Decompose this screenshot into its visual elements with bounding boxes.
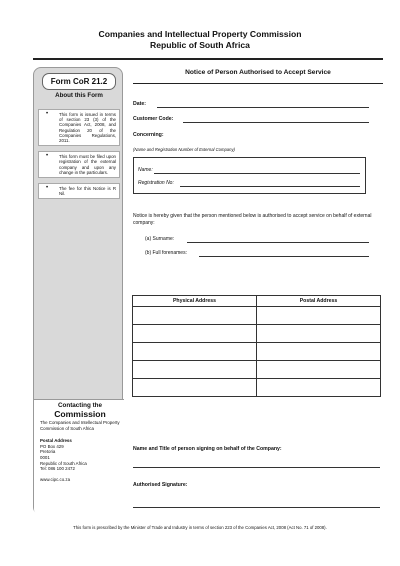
date-field[interactable] — [157, 107, 369, 108]
forenames-field[interactable] — [199, 256, 369, 257]
form-note: • The fee for this Notice is R Nil. — [38, 183, 120, 199]
company-name-field[interactable] — [154, 173, 360, 174]
header-commission-name: Companies and Intellectual Property Commission — [98, 29, 302, 39]
forenames-label: (b) Full forenames: — [145, 250, 187, 256]
concerning-label: Concerning: — [133, 132, 164, 138]
contact-heading-line1: Contacting the — [57, 402, 103, 409]
title-divider — [133, 83, 383, 84]
form-code-badge: Form CoR 21.2 — [42, 73, 116, 90]
customer-code-label: Customer Code: — [133, 116, 174, 122]
form-note: • This form is issued in terms of section 23 (3) of the Companies Act, 2008, and Regulation 20 of the Companies Regulations, 2011. — [38, 109, 120, 146]
postal-address-line: 0001 — [40, 454, 50, 460]
date-label: Date: — [133, 101, 146, 107]
postal-address-cell[interactable] — [257, 361, 381, 379]
postal-address-line: Tel: 086 100 2472 — [40, 466, 75, 472]
notice-paragraph: Notice is hereby given that the person mentioned below is authorised to accept service on behalf of external company: — [133, 213, 372, 226]
surname-field[interactable] — [187, 242, 369, 243]
physical-address-cell[interactable] — [133, 343, 257, 361]
postal-address-header: Postal Address — [257, 296, 381, 307]
table-row — [133, 325, 381, 343]
physical-address-cell[interactable] — [133, 379, 257, 397]
surname-label: (a) Surname: — [145, 236, 175, 242]
postal-address-line: Republic of South Africa — [40, 460, 87, 466]
contact-panel — [34, 399, 124, 516]
postal-address-cell[interactable] — [257, 307, 381, 325]
website-link[interactable]: www.cipc.co.za — [40, 476, 71, 482]
concerning-note: (Name and Registration Number of External Company) — [133, 147, 235, 152]
address-table — [132, 295, 381, 397]
table-row — [133, 379, 381, 397]
registration-number-label: Registration No: — [138, 180, 174, 186]
table-row — [133, 343, 381, 361]
about-form-heading: About this Form — [55, 92, 103, 99]
notice-title: Notice of Person Authorised to Accept Service — [185, 69, 331, 76]
form-main — [133, 0, 383, 566]
postal-address-line: Pretoria — [40, 449, 56, 455]
postal-address-line: PO Box 429 — [40, 443, 64, 449]
info-sidebar — [33, 67, 123, 515]
signature-label: Authorised Signature: — [133, 482, 188, 488]
table-row — [133, 307, 381, 325]
postal-address-cell[interactable] — [257, 379, 381, 397]
form-notes-list — [38, 109, 120, 204]
contact-heading-line2: Commission — [54, 409, 106, 419]
postal-address-title: Postal Address — [40, 438, 72, 444]
contact-organisation: The Companies and Intellectual Property Commission of South Africa — [40, 420, 120, 431]
footer-note: This form is prescribed by the Minister of Trade and Industry in terms of section 223 of the Companies Act, 2008 (Act No. 71 of 2008). — [73, 525, 327, 530]
physical-address-header: Physical Address — [133, 296, 257, 307]
physical-address-cell[interactable] — [133, 325, 257, 343]
signer-label: Name and Title of person signing on behalf of the Company: — [133, 446, 282, 452]
registration-number-field[interactable] — [180, 186, 360, 187]
physical-address-cell[interactable] — [133, 361, 257, 379]
postal-address-cell[interactable] — [257, 343, 381, 361]
company-name-label: Name: — [138, 167, 153, 173]
customer-code-field[interactable] — [183, 122, 369, 123]
form-note: • This form must be filed upon registration of the external company and upon any change in the particulars. — [38, 151, 120, 178]
external-company-box — [133, 157, 366, 194]
header-country: Republic of South Africa — [150, 40, 250, 50]
physical-address-cell[interactable] — [133, 307, 257, 325]
signature-field[interactable] — [133, 507, 380, 508]
postal-address-cell[interactable] — [257, 325, 381, 343]
signer-field[interactable] — [133, 467, 380, 468]
table-row — [133, 361, 381, 379]
